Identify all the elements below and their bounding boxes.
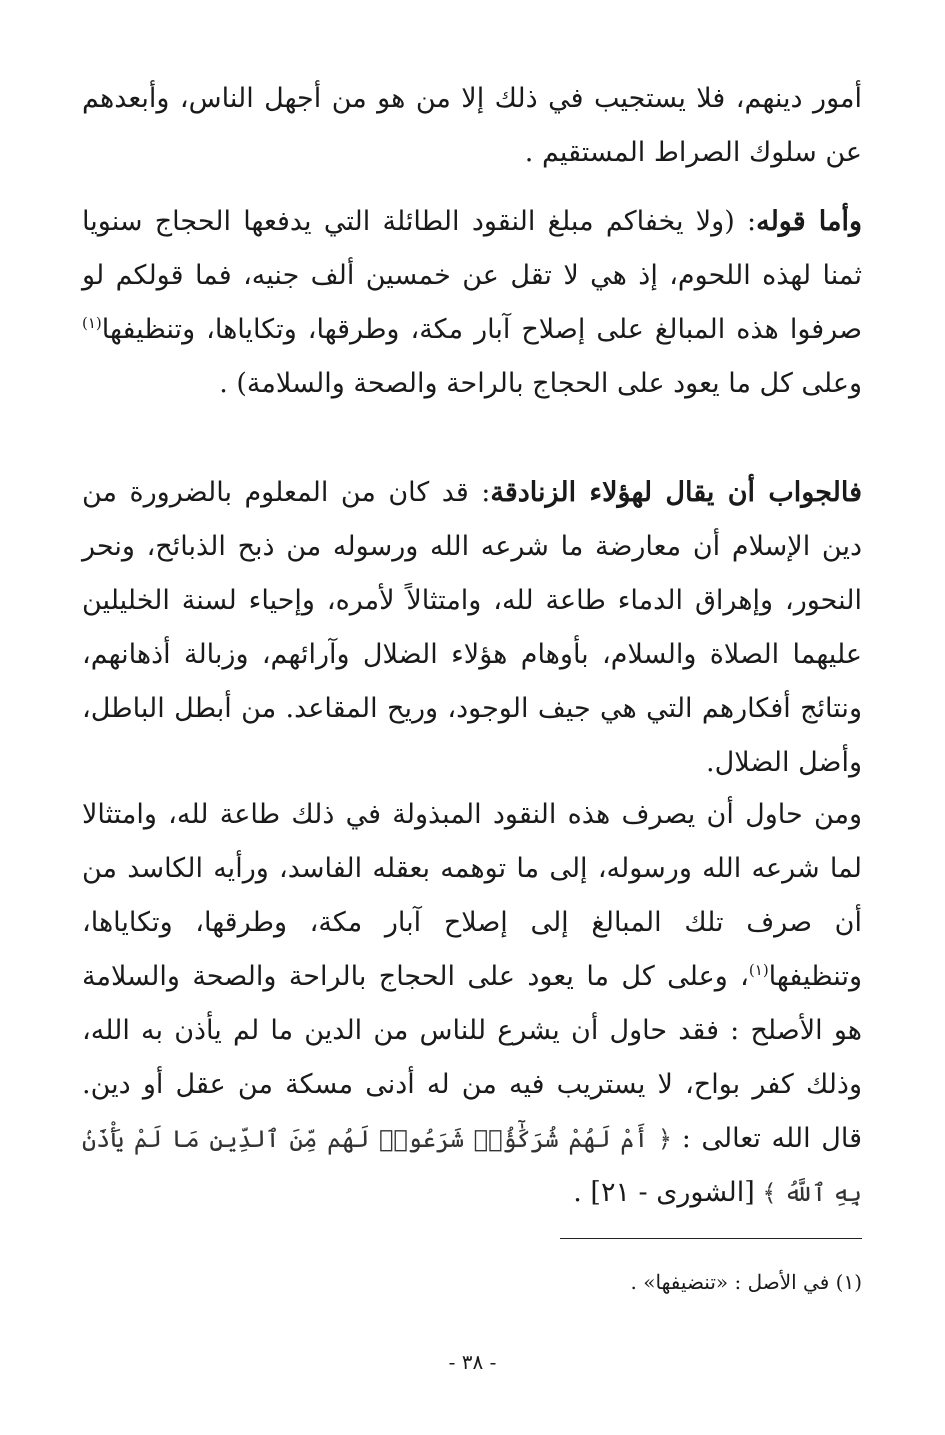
paragraph-2-footnote-ref: (١) [82, 314, 102, 332]
paragraph-3 [82, 466, 862, 790]
paragraph-1 [82, 72, 862, 180]
quran-citation: [الشورى - ٢١] . [573, 1177, 755, 1208]
footnote: (١) في الأصل : «تنضيفها» . [630, 1270, 862, 1294]
page-number: - ٣٨ - [448, 1350, 497, 1374]
paragraph-4 [82, 788, 862, 1220]
paragraph-4-footnote-ref: (١) [748, 961, 769, 979]
paragraph-2 [82, 195, 862, 411]
footnote-divider [560, 1238, 862, 1239]
paragraph-4-tail: ، وعلى كل ما يعود على الحجاج بالراحة والصحة والسلامة هو الأصلح : فقد حاول أن يشرع للناس من الدين ما لم يأذن به الله، وذلك كفر بواح، لا يستريب فيه من له أدنى مسكة من عقل أو دين. قال الله تعالى : [82, 961, 863, 1154]
paragraph-3-lead: فالجواب أن يقال لهؤلاء الزنادقة [490, 477, 862, 508]
paragraph-2-lead: وأما قوله [756, 206, 862, 237]
paragraph-4-text: ومن حاول أن يصرف هذه النقود المبذولة في ذلك طاعة لله، وامتثالا لما شرعه الله ورسوله، إلى ما توهمه بعقله الفاسد، ورأيه الكاسد من أن صرف تلك المبالغ إلى إصلاح آبار مكة، وطرقها، وتكاياها، وتنظيفها [82, 799, 862, 992]
quran-verse: ﴿ أَمْ لَهُمْ شُرَكَٰٓؤُا۟ شَرَعُوا۟ لَهُم مِّنَ ٱلدِّينِ مَا لَمْ يَأْذَنۢ بِهِ ٱللَّهُ ﴾ [82, 1125, 862, 1207]
paragraph-2-tail: وعلى كل ما يعود على الحجاج بالراحة والصحة والسلامة) . [219, 368, 862, 399]
paragraph-1-text: أمور دينهم، فلا يستجيب في ذلك إلا من هو من أجهل الناس، وأبعدهم عن سلوك الصراط المستقيم . [82, 83, 862, 168]
paragraph-3-text: : قد كان من المعلوم بالضرورة من دين الإسلام أن معارضة ما شرعه الله ورسوله من ذبح الذبائح، ونحر النحور، وإهراق الدماء طاعة لله، وامتثالاً لأمره، وإحياء لسنة الخليلين عليهما الصلاة والسلام، بأوهام هؤلاء الضلال وآرائهم، وزبالة أذهانهم، ونتائج أفكارهم التي هي جيف الوجود، وريح المقاعد. من أبطل الباطل، وأضل الضلال. [82, 477, 862, 778]
paragraph-2-text: : (ولا يخفاكم مبلغ النقود الطائلة التي يدفعها الحجاج سنويا ثمنا لهذه اللحوم، إذ هي لا تقل عن خمسين ألف جنيه، فما قولكم لو صرفوا هذه المبالغ على إصلاح آبار مكة، وطرقها، وتكاياها، وتنظيفها [82, 206, 862, 345]
